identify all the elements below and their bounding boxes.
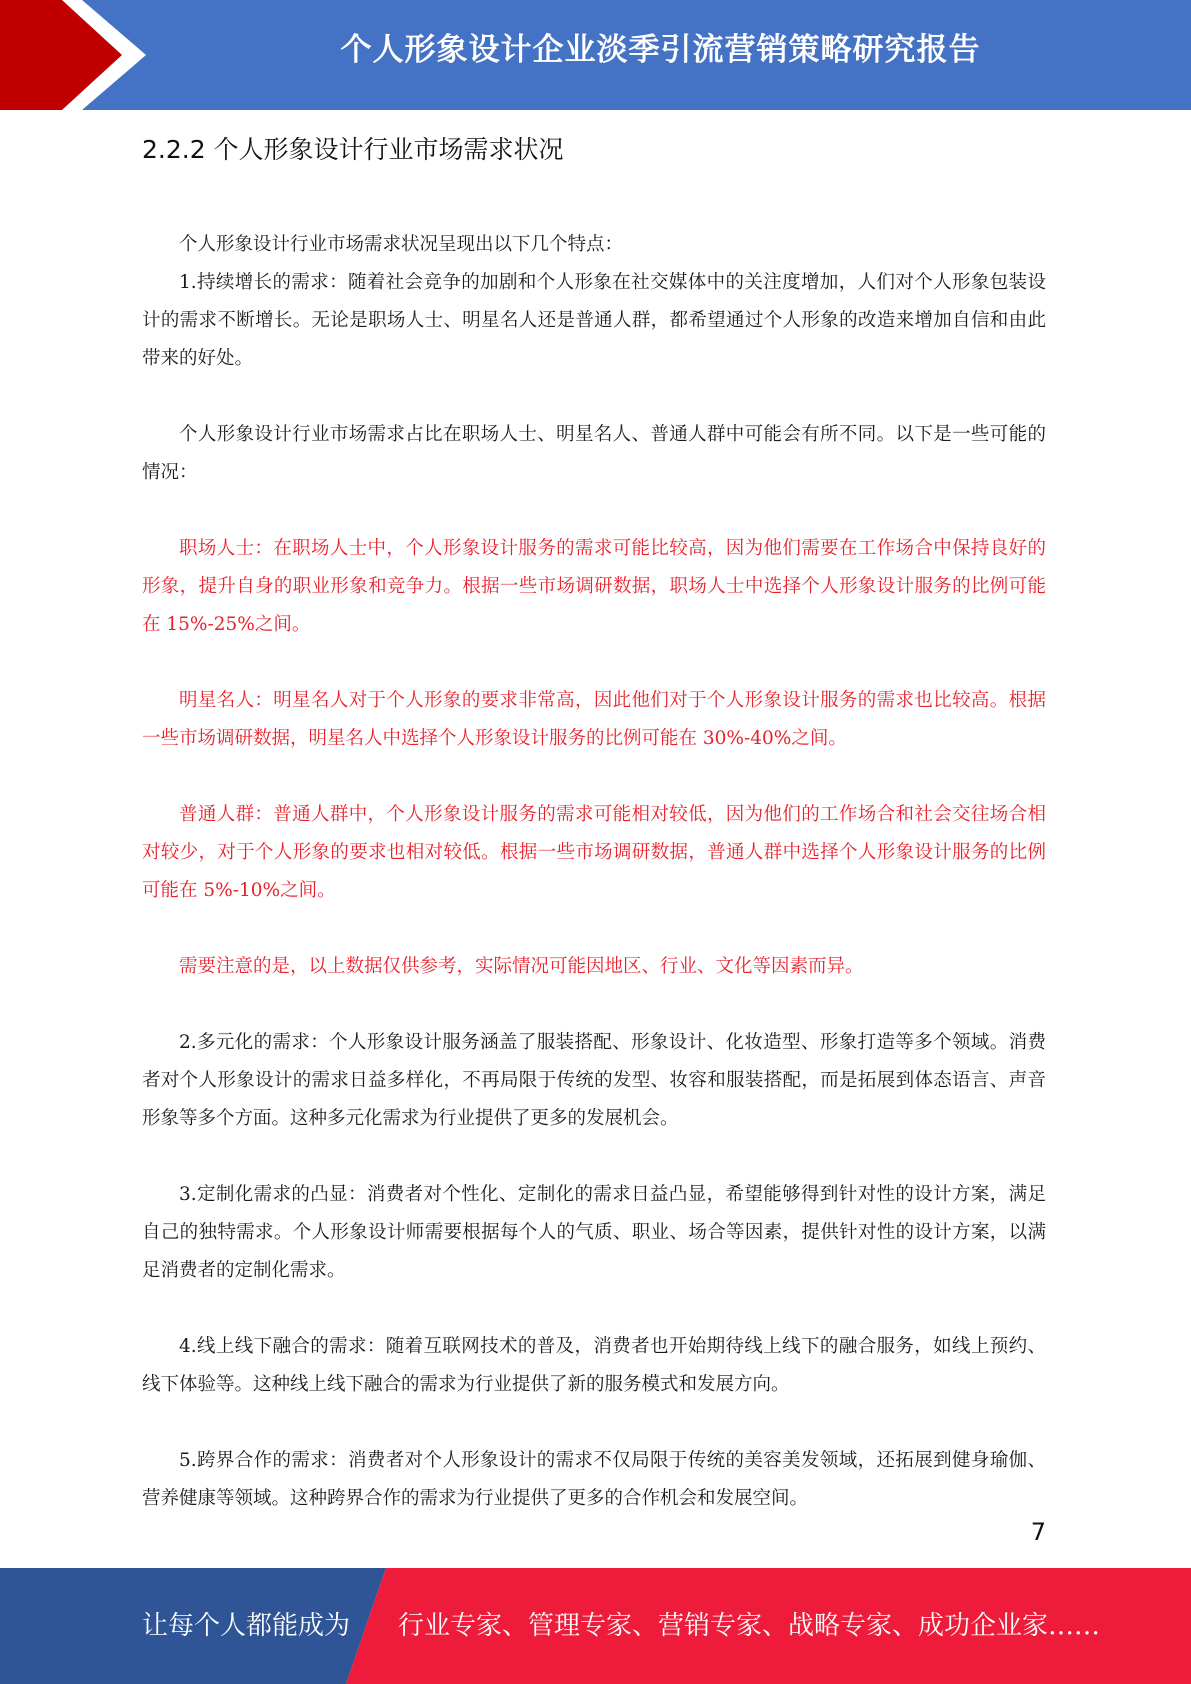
paragraph-share: 个人形象设计行业市场需求占比在职场人士、明星名人、普通人群中可能会有所不同。以下是一些可能的情况： — [142, 424, 1046, 483]
paragraph-celebrities: 明星名人：明星名人对于个人形象的要求非常高，因此他们对于个人形象设计服务的需求也比较高。根据一些市场调研数据，明星名人中选择个人形象设计服务的比例可能在 30%-40%之间。 — [142, 690, 1046, 749]
header-band — [0, 0, 1191, 110]
section-heading: 2.2.2 个人形象设计行业市场需求状况 — [142, 135, 564, 164]
paragraph-diversified: 2.多元化的需求：个人形象设计服务涵盖了服装搭配、形象设计、化妆造型、形象打造等多个领域。消费者对个人形象设计的需求日益多样化，不再局限于传统的发型、妆容和服装搭配，而是拓展到体态语言、声音形象等多个方面。这种多元化需求为行业提供了更多的发展机会。 — [142, 1032, 1046, 1129]
footer-slogan-left: 让每个人都能成为 — [142, 1611, 351, 1641]
paragraph-note: 需要注意的是，以上数据仅供参考，实际情况可能因地区、行业、文化等因素而异。 — [179, 956, 864, 977]
paragraph-professionals: 职场人士：在职场人士中，个人形象设计服务的需求可能比较高，因为他们需要在工作场合中保持良好的形象，提升自身的职业形象和竞争力。根据一些市场调研数据，职场人士中选择个人形象设计服务的比例可能在 15%-25%之间。 — [142, 538, 1046, 635]
footer-slogan-right: 行业专家、管理专家、营销专家、战略专家、成功企业家…… — [398, 1611, 1101, 1641]
body-text — [142, 226, 1046, 1518]
report-title: 个人形象设计企业淡季引流营销策略研究报告 — [340, 32, 981, 68]
header-arrow-icon — [0, 0, 160, 110]
page-number: 7 — [1030, 1518, 1046, 1546]
paragraph-intro: 个人形象设计行业市场需求状况呈现出以下几个特点： — [179, 234, 624, 255]
paragraph-customized: 3.定制化需求的凸显：消费者对个性化、定制化的需求日益凸显，希望能够得到针对性的设计方案，满足自己的独特需求。个人形象设计师需要根据每个人的气质、职业、场合等因素，提供针对性的设计方案，以满足消费者的定制化需求。 — [142, 1184, 1046, 1281]
paragraph-online-offline: 4.线上线下融合的需求：随着互联网技术的普及，消费者也开始期待线上线下的融合服务，如线上预约、线下体验等。这种线上线下融合的需求为行业提供了新的服务模式和发展方向。 — [142, 1336, 1046, 1395]
paragraph-growth: 1.持续增长的需求：随着社会竞争的加剧和个人形象在社交媒体中的关注度增加，人们对个人形象包装设计的需求不断增长。无论是职场人士、明星名人还是普通人群，都希望通过个人形象的改造来增加自信和由此带来的好处。 — [142, 272, 1046, 369]
footer-band — [0, 1568, 1191, 1684]
paragraph-crossover: 5.跨界合作的需求：消费者对个人形象设计的需求不仅局限于传统的美容美发领域，还拓展到健身瑜伽、营养健康等领域。这种跨界合作的需求为行业提供了更多的合作机会和发展空间。 — [142, 1450, 1046, 1509]
paragraph-general-public: 普通人群：普通人群中，个人形象设计服务的需求可能相对较低，因为他们的工作场合和社会交往场合相对较少，对于个人形象的要求也相对较低。根据一些市场调研数据，普通人群中选择个人形象设计服务的比例可能在 5%-10%之间。 — [142, 804, 1046, 901]
